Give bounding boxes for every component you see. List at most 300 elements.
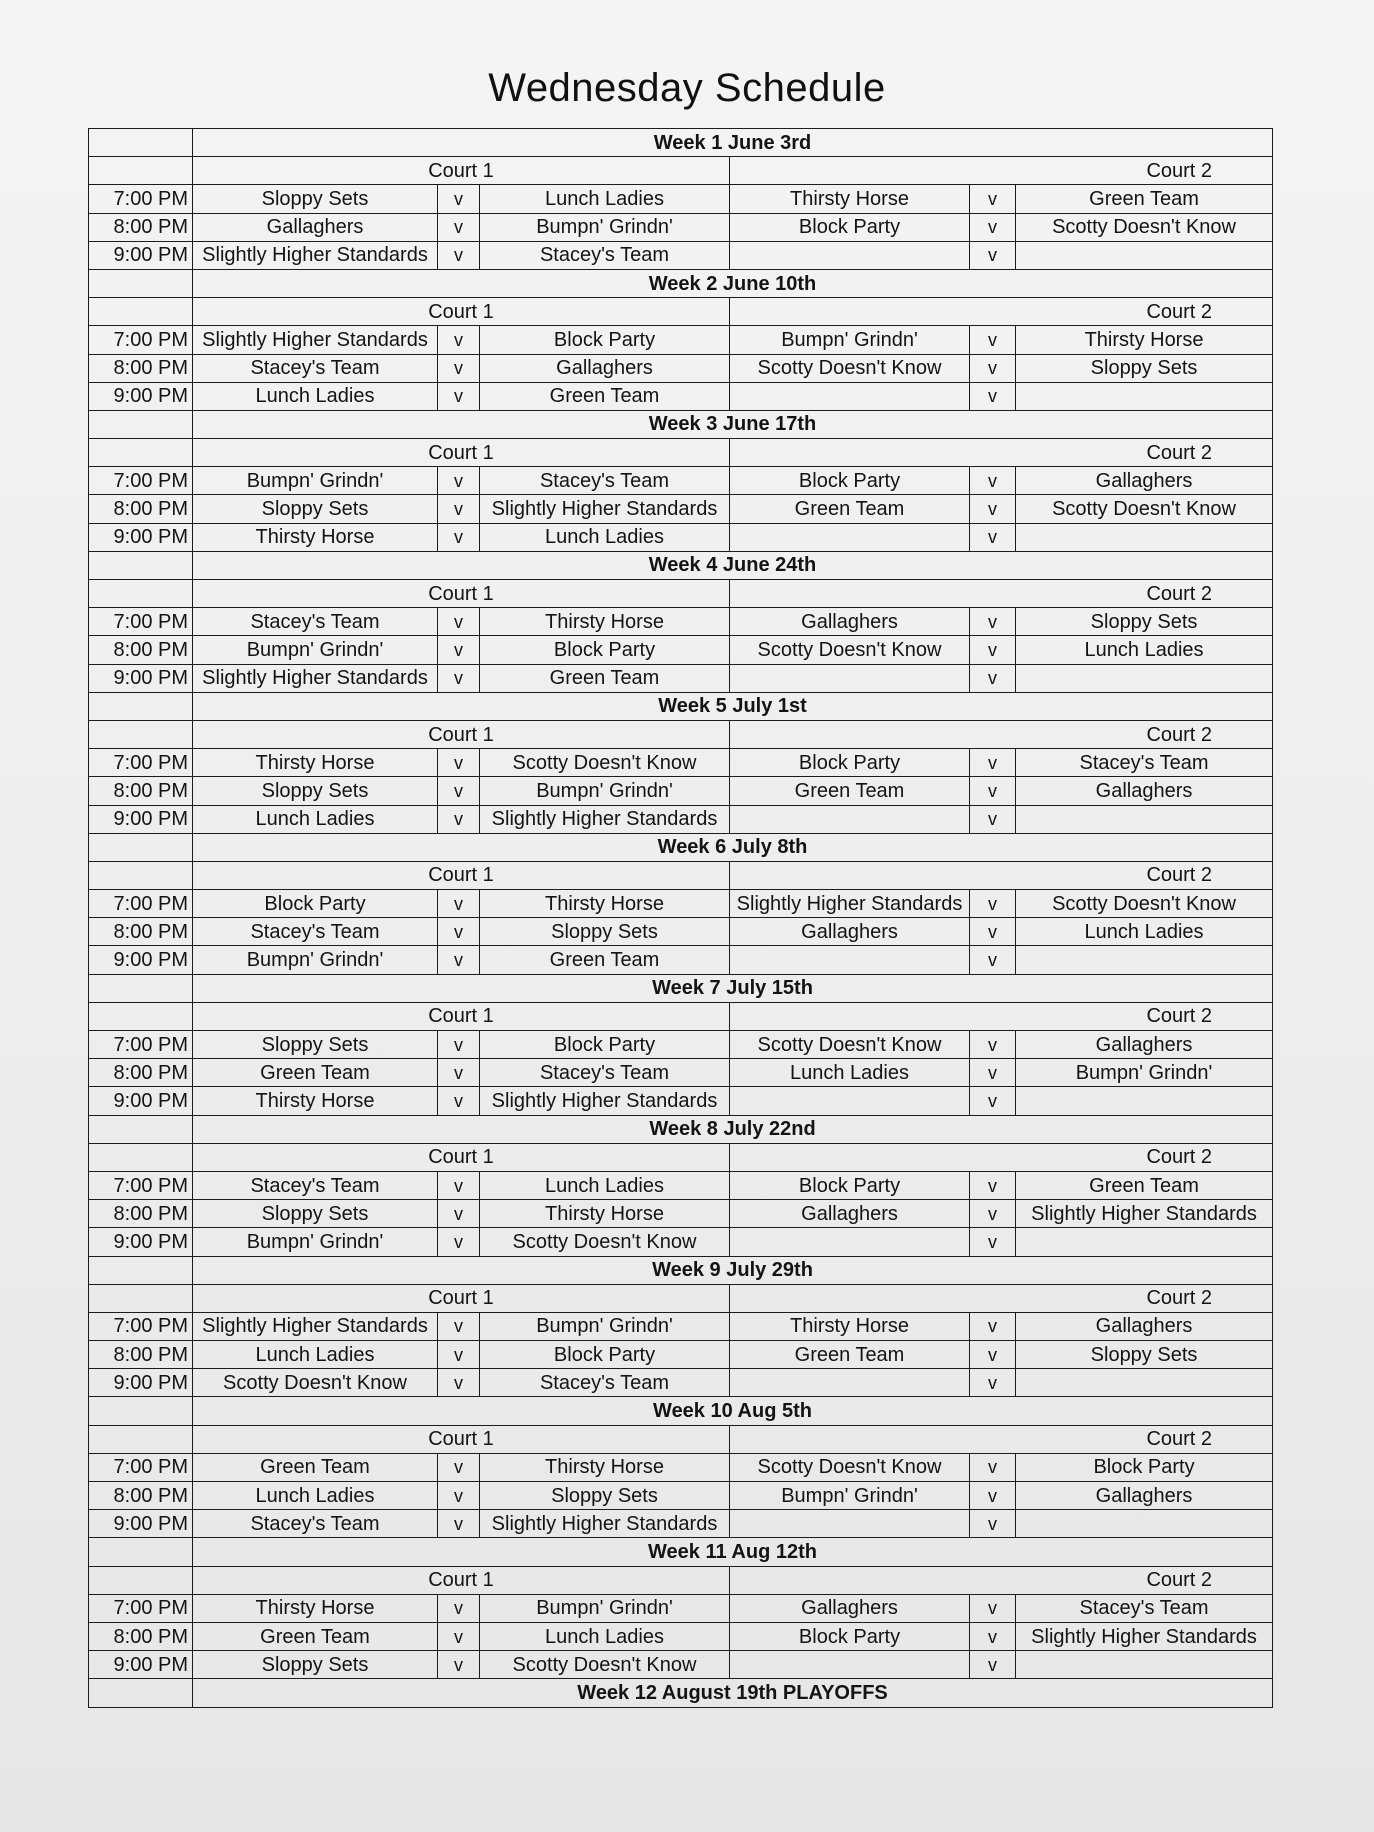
court-2-team-a: Bumpn' Grindn' [730,326,970,354]
court-2-versus: v [970,467,1016,495]
court-1-label: Court 1 [193,298,730,326]
week-header-row [89,1397,1273,1425]
week-header-row [89,692,1273,720]
time-slot: 7:00 PM [89,608,193,636]
time-slot: 7:00 PM [89,749,193,777]
court-1-versus: v [438,664,480,692]
court-1-versus: v [438,1228,480,1256]
court-2-team-a: Gallaghers [730,918,970,946]
court-1-team-b: Lunch Ladies [480,1622,730,1650]
court-2-team-a [730,1651,970,1679]
court-2-team-a: Gallaghers [730,1200,970,1228]
court-1-team-a: Sloppy Sets [193,185,438,213]
court-1-team-a: Sloppy Sets [193,1200,438,1228]
time-slot: 8:00 PM [89,1059,193,1087]
court-blank-cell [89,1566,193,1594]
court-2-team-b: Gallaghers [1016,1031,1273,1059]
court-1-team-b: Stacey's Team [480,467,730,495]
court-2-versus: v [970,1059,1016,1087]
court-2-team-b: Green Team [1016,185,1273,213]
court-blank-cell [89,1425,193,1453]
court-2-versus: v [970,326,1016,354]
court-1-label: Court 1 [193,1143,730,1171]
week-header-row [89,129,1273,157]
game-row [89,1622,1273,1650]
court-1-team-a: Green Team [193,1059,438,1087]
court-2-versus: v [970,1369,1016,1397]
time-slot: 7:00 PM [89,185,193,213]
court-1-team-a: Lunch Ladies [193,382,438,410]
week-blank-cell [89,692,193,720]
week-blank-cell [89,551,193,579]
game-row [89,241,1273,269]
court-2-team-b [1016,1651,1273,1679]
court-1-team-a: Thirsty Horse [193,523,438,551]
court-1-versus: v [438,1341,480,1369]
court-1-team-b: Thirsty Horse [480,890,730,918]
court-1-team-a: Gallaghers [193,213,438,241]
court-2-team-b [1016,241,1273,269]
game-row [89,1482,1273,1510]
court-1-versus: v [438,1200,480,1228]
court-1-versus: v [438,1312,480,1340]
court-header-row [89,1425,1273,1453]
week-header-row [89,551,1273,579]
court-1-team-a: Thirsty Horse [193,1594,438,1622]
court-1-team-b: Slightly Higher Standards [480,805,730,833]
time-slot: 7:00 PM [89,1453,193,1481]
game-row [89,1341,1273,1369]
court-2-team-a: Scotty Doesn't Know [730,354,970,382]
court-1-team-b: Thirsty Horse [480,1453,730,1481]
court-1-team-a: Slightly Higher Standards [193,664,438,692]
court-2-team-a: Bumpn' Grindn' [730,1482,970,1510]
court-1-team-b: Green Team [480,664,730,692]
game-row [89,354,1273,382]
court-1-team-b: Bumpn' Grindn' [480,1594,730,1622]
court-1-team-b: Stacey's Team [480,241,730,269]
court-2-team-a [730,664,970,692]
court-1-versus: v [438,777,480,805]
court-2-team-b [1016,1087,1273,1115]
court-1-team-a: Block Party [193,890,438,918]
court-1-team-b: Scotty Doesn't Know [480,1228,730,1256]
court-2-versus: v [970,185,1016,213]
court-2-label: Court 2 [730,298,1273,326]
court-2-team-b: Green Team [1016,1171,1273,1199]
court-2-team-b [1016,946,1273,974]
court-2-team-b [1016,1228,1273,1256]
week-header-row [89,1538,1273,1566]
week-label: Week 8 July 22nd [193,1115,1273,1143]
court-2-team-a: Slightly Higher Standards [730,890,970,918]
court-1-team-b: Lunch Ladies [480,523,730,551]
time-slot: 7:00 PM [89,1171,193,1199]
court-header-row [89,439,1273,467]
week-blank-cell [89,410,193,438]
court-header-row [89,1002,1273,1030]
court-2-versus: v [970,1312,1016,1340]
court-2-versus: v [970,1453,1016,1481]
court-1-label: Court 1 [193,861,730,889]
court-header-row [89,298,1273,326]
court-2-versus: v [970,805,1016,833]
court-2-versus: v [970,213,1016,241]
court-1-team-b: Bumpn' Grindn' [480,213,730,241]
court-1-versus: v [438,1453,480,1481]
court-2-team-b [1016,664,1273,692]
court-2-label: Court 2 [730,1425,1273,1453]
court-2-versus: v [970,1622,1016,1650]
time-slot: 8:00 PM [89,777,193,805]
court-1-team-a: Slightly Higher Standards [193,1312,438,1340]
court-1-team-b: Lunch Ladies [480,185,730,213]
time-slot: 9:00 PM [89,1228,193,1256]
court-1-team-b: Bumpn' Grindn' [480,777,730,805]
court-header-row [89,1566,1273,1594]
time-slot: 8:00 PM [89,636,193,664]
court-1-team-a: Bumpn' Grindn' [193,1228,438,1256]
time-slot: 8:00 PM [89,213,193,241]
court-1-label: Court 1 [193,157,730,185]
court-2-team-a: Thirsty Horse [730,185,970,213]
court-2-versus: v [970,777,1016,805]
court-1-team-a: Bumpn' Grindn' [193,636,438,664]
court-1-versus: v [438,946,480,974]
court-2-team-b [1016,523,1273,551]
court-1-versus: v [438,1622,480,1650]
game-row [89,1312,1273,1340]
time-slot: 9:00 PM [89,1510,193,1538]
court-2-team-b: Gallaghers [1016,1482,1273,1510]
court-1-versus: v [438,1594,480,1622]
court-1-versus: v [438,636,480,664]
week-label: Week 5 July 1st [193,692,1273,720]
court-2-versus: v [970,664,1016,692]
court-1-versus: v [438,382,480,410]
time-slot: 7:00 PM [89,467,193,495]
court-2-versus: v [970,1200,1016,1228]
court-1-team-a: Stacey's Team [193,608,438,636]
court-2-team-a: Green Team [730,1341,970,1369]
game-row [89,636,1273,664]
week-blank-cell [89,1397,193,1425]
court-1-label: Court 1 [193,1284,730,1312]
court-2-team-a [730,523,970,551]
game-row [89,1087,1273,1115]
game-row [89,495,1273,523]
game-row [89,918,1273,946]
court-2-team-b: Scotty Doesn't Know [1016,495,1273,523]
court-1-team-a: Lunch Ladies [193,805,438,833]
court-2-team-b: Sloppy Sets [1016,354,1273,382]
court-2-versus: v [970,1482,1016,1510]
week-header-row [89,269,1273,297]
game-row [89,1031,1273,1059]
game-row [89,1228,1273,1256]
court-1-versus: v [438,1059,480,1087]
court-1-versus: v [438,918,480,946]
time-slot: 9:00 PM [89,241,193,269]
court-header-row [89,1284,1273,1312]
week-header-row [89,833,1273,861]
court-2-versus: v [970,1651,1016,1679]
page-title: Wednesday Schedule [488,66,886,110]
court-1-versus: v [438,1482,480,1510]
court-2-team-a [730,382,970,410]
game-row [89,749,1273,777]
court-2-team-b [1016,382,1273,410]
week-blank-cell [89,974,193,1002]
court-1-label: Court 1 [193,439,730,467]
court-1-team-b: Lunch Ladies [480,1171,730,1199]
court-2-versus: v [970,1031,1016,1059]
court-1-team-b: Scotty Doesn't Know [480,1651,730,1679]
court-1-versus: v [438,467,480,495]
court-2-versus: v [970,241,1016,269]
playoffs-blank-cell [89,1679,193,1707]
court-1-team-a: Bumpn' Grindn' [193,467,438,495]
court-2-team-b: Scotty Doesn't Know [1016,890,1273,918]
court-1-team-a: Sloppy Sets [193,1031,438,1059]
game-row [89,890,1273,918]
week-label: Week 3 June 17th [193,410,1273,438]
court-2-team-b: Stacey's Team [1016,1594,1273,1622]
court-2-team-a: Green Team [730,495,970,523]
court-2-team-b [1016,1510,1273,1538]
time-slot: 7:00 PM [89,890,193,918]
court-2-label: Court 2 [730,439,1273,467]
court-1-team-a: Bumpn' Grindn' [193,946,438,974]
court-2-label: Court 2 [730,157,1273,185]
game-row [89,467,1273,495]
court-1-team-b: Stacey's Team [480,1059,730,1087]
court-1-team-b: Scotty Doesn't Know [480,749,730,777]
court-2-team-a: Block Party [730,467,970,495]
court-2-versus: v [970,946,1016,974]
game-row [89,1651,1273,1679]
court-2-label: Court 2 [730,580,1273,608]
week-label: Week 10 Aug 5th [193,1397,1273,1425]
game-row [89,805,1273,833]
court-2-label: Court 2 [730,1143,1273,1171]
game-row [89,1369,1273,1397]
court-2-team-a [730,1369,970,1397]
court-2-team-a [730,946,970,974]
court-2-team-b: Thirsty Horse [1016,326,1273,354]
court-2-team-a: Gallaghers [730,608,970,636]
time-slot: 9:00 PM [89,382,193,410]
court-1-team-b: Thirsty Horse [480,1200,730,1228]
court-2-team-b: Slightly Higher Standards [1016,1622,1273,1650]
court-1-team-a: Slightly Higher Standards [193,326,438,354]
week-blank-cell [89,1538,193,1566]
court-2-team-a [730,1228,970,1256]
court-1-team-b: Slightly Higher Standards [480,1510,730,1538]
court-1-label: Court 1 [193,580,730,608]
court-1-label: Court 1 [193,1425,730,1453]
week-blank-cell [89,129,193,157]
court-1-label: Court 1 [193,1002,730,1030]
court-1-versus: v [438,749,480,777]
court-1-team-a: Green Team [193,1622,438,1650]
court-2-team-a: Scotty Doesn't Know [730,1453,970,1481]
court-2-label: Court 2 [730,720,1273,748]
game-row [89,664,1273,692]
court-2-versus: v [970,636,1016,664]
court-2-team-a: Block Party [730,749,970,777]
court-1-versus: v [438,608,480,636]
court-1-team-b: Block Party [480,636,730,664]
court-2-team-a: Scotty Doesn't Know [730,1031,970,1059]
court-1-team-a: Lunch Ladies [193,1482,438,1510]
time-slot: 9:00 PM [89,805,193,833]
court-1-versus: v [438,1087,480,1115]
court-1-versus: v [438,1510,480,1538]
time-slot: 8:00 PM [89,354,193,382]
week-label: Week 11 Aug 12th [193,1538,1273,1566]
court-1-versus: v [438,213,480,241]
time-slot: 9:00 PM [89,1651,193,1679]
court-2-team-a [730,1087,970,1115]
game-row [89,185,1273,213]
game-row [89,1171,1273,1199]
court-2-label: Court 2 [730,1284,1273,1312]
court-blank-cell [89,1284,193,1312]
court-2-versus: v [970,608,1016,636]
playoffs-label: Week 12 August 19th PLAYOFFS [193,1679,1273,1707]
court-2-team-a: Gallaghers [730,1594,970,1622]
court-1-label: Court 1 [193,1566,730,1594]
court-1-versus: v [438,495,480,523]
week-blank-cell [89,1115,193,1143]
week-label: Week 2 June 10th [193,269,1273,297]
court-1-team-a: Scotty Doesn't Know [193,1369,438,1397]
court-1-team-b: Block Party [480,1031,730,1059]
time-slot: 8:00 PM [89,495,193,523]
court-2-versus: v [970,523,1016,551]
court-1-team-a: Lunch Ladies [193,1341,438,1369]
court-1-label: Court 1 [193,720,730,748]
court-2-team-b: Slightly Higher Standards [1016,1200,1273,1228]
court-2-team-a: Scotty Doesn't Know [730,636,970,664]
court-1-team-b: Block Party [480,1341,730,1369]
schedule-table [88,128,1273,1708]
week-label: Week 1 June 3rd [193,129,1273,157]
time-slot: 7:00 PM [89,1594,193,1622]
court-2-team-a: Block Party [730,1171,970,1199]
week-label: Week 9 July 29th [193,1256,1273,1284]
court-1-versus: v [438,185,480,213]
court-1-team-b: Thirsty Horse [480,608,730,636]
court-header-row [89,720,1273,748]
court-2-team-a [730,241,970,269]
court-2-team-b: Gallaghers [1016,467,1273,495]
court-2-versus: v [970,918,1016,946]
week-label: Week 4 June 24th [193,551,1273,579]
court-1-team-b: Stacey's Team [480,1369,730,1397]
court-1-team-a: Thirsty Horse [193,749,438,777]
court-1-team-a: Stacey's Team [193,354,438,382]
court-1-team-b: Green Team [480,946,730,974]
court-2-team-a [730,805,970,833]
court-1-team-b: Bumpn' Grindn' [480,1312,730,1340]
game-row [89,1594,1273,1622]
court-2-label: Court 2 [730,861,1273,889]
court-2-team-a: Thirsty Horse [730,1312,970,1340]
court-1-team-a: Stacey's Team [193,1171,438,1199]
court-1-versus: v [438,1171,480,1199]
game-row [89,1059,1273,1087]
game-row [89,326,1273,354]
court-1-versus: v [438,1651,480,1679]
court-2-versus: v [970,749,1016,777]
court-2-versus: v [970,1228,1016,1256]
court-2-team-a: Block Party [730,1622,970,1650]
time-slot: 9:00 PM [89,523,193,551]
week-label: Week 6 July 8th [193,833,1273,861]
court-blank-cell [89,580,193,608]
court-header-row [89,1143,1273,1171]
court-2-team-b: Sloppy Sets [1016,608,1273,636]
court-1-versus: v [438,1031,480,1059]
week-blank-cell [89,833,193,861]
court-2-versus: v [970,890,1016,918]
court-1-team-a: Green Team [193,1453,438,1481]
time-slot: 8:00 PM [89,1341,193,1369]
court-1-versus: v [438,1369,480,1397]
court-blank-cell [89,720,193,748]
court-2-versus: v [970,495,1016,523]
court-2-team-b: Gallaghers [1016,1312,1273,1340]
time-slot: 8:00 PM [89,1622,193,1650]
court-1-team-a: Sloppy Sets [193,1651,438,1679]
court-1-versus: v [438,523,480,551]
game-row [89,213,1273,241]
game-row [89,382,1273,410]
court-2-versus: v [970,1510,1016,1538]
game-row [89,1510,1273,1538]
time-slot: 7:00 PM [89,326,193,354]
court-2-versus: v [970,1087,1016,1115]
court-2-team-b: Gallaghers [1016,777,1273,805]
time-slot: 7:00 PM [89,1312,193,1340]
court-1-versus: v [438,890,480,918]
court-2-team-b: Scotty Doesn't Know [1016,213,1273,241]
court-1-team-b: Slightly Higher Standards [480,1087,730,1115]
court-header-row [89,861,1273,889]
game-row [89,777,1273,805]
court-1-team-a: Stacey's Team [193,1510,438,1538]
week-header-row [89,410,1273,438]
court-1-team-a: Sloppy Sets [193,495,438,523]
court-2-team-b: Stacey's Team [1016,749,1273,777]
court-2-team-b: Sloppy Sets [1016,1341,1273,1369]
court-2-team-b: Lunch Ladies [1016,918,1273,946]
game-row [89,946,1273,974]
week-blank-cell [89,1256,193,1284]
court-1-versus: v [438,326,480,354]
week-header-row [89,1115,1273,1143]
court-2-team-b [1016,1369,1273,1397]
week-label: Week 7 July 15th [193,974,1273,1002]
time-slot: 8:00 PM [89,1482,193,1510]
court-1-team-a: Thirsty Horse [193,1087,438,1115]
playoffs-row [89,1679,1273,1707]
game-row [89,1200,1273,1228]
court-1-team-b: Gallaghers [480,354,730,382]
court-2-team-a: Lunch Ladies [730,1059,970,1087]
